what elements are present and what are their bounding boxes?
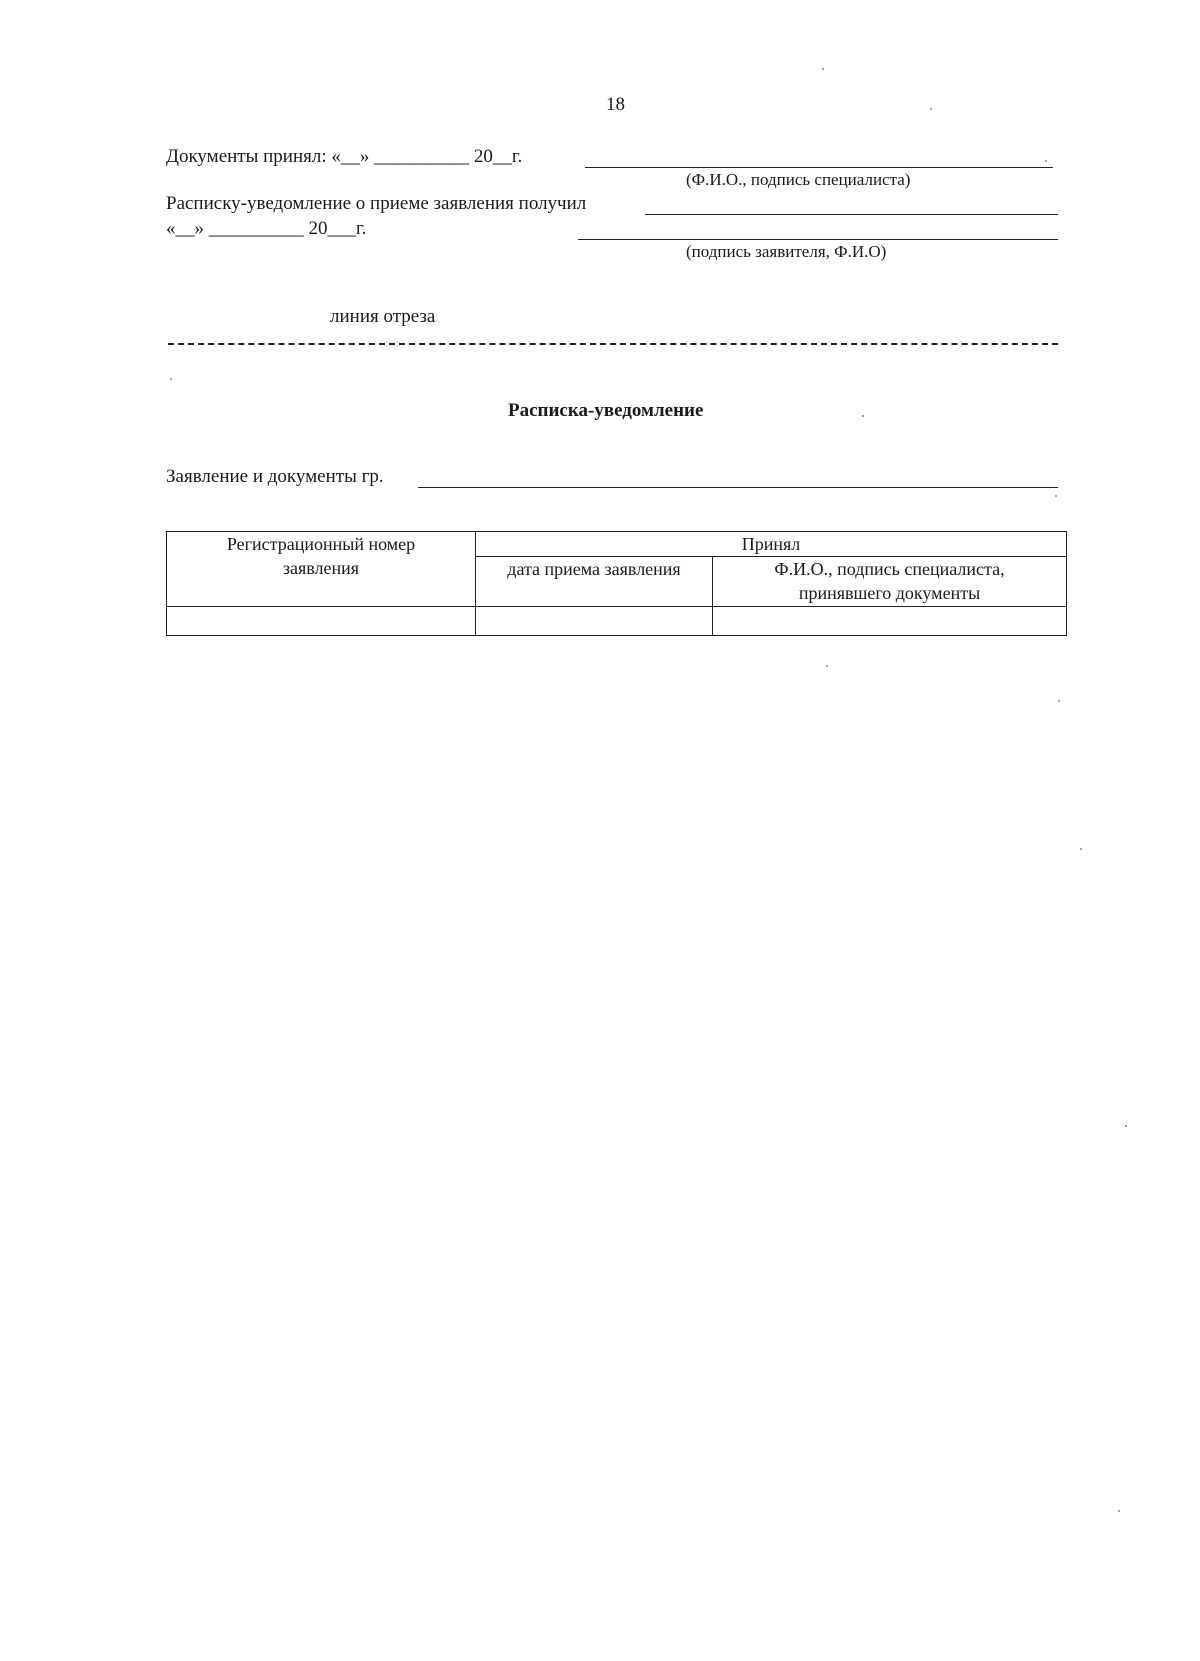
col-header-date: дата приема заявления [476, 557, 713, 607]
statement-name-line [418, 487, 1058, 488]
specialist-signature-line [585, 167, 1053, 168]
applicant-signature-line [578, 239, 1058, 240]
statement-label: Заявление и документы гр. [166, 466, 384, 487]
table-cell-registration-number [167, 607, 476, 636]
notice-date-line: «__» __________ 20___г. [166, 218, 367, 239]
scan-speck [862, 415, 864, 417]
scan-speck [1125, 1125, 1127, 1127]
registration-table [166, 531, 1067, 636]
page-number: 18 [606, 94, 625, 115]
applicant-name-line [645, 214, 1058, 215]
col-header-specialist: Ф.И.О., подпись специалиста, принявшего документы [713, 557, 1067, 607]
applicant-caption: (подпись заявителя, Ф.И.О) [686, 242, 887, 261]
scan-speck [1080, 848, 1082, 850]
col-header-registration-number: Регистрационный номер заявления [167, 532, 476, 607]
specialist-caption: (Ф.И.О., подпись специалиста) [686, 170, 911, 189]
table-row [167, 607, 1067, 636]
cut-line [168, 343, 1058, 345]
scan-speck [1118, 1510, 1120, 1512]
notice-received-label: Расписку-уведомление о приеме заявления получил [166, 193, 587, 214]
receipt-title: Расписка-уведомление [508, 400, 704, 421]
scan-speck [822, 68, 824, 70]
scan-speck [1045, 160, 1047, 162]
scan-speck [1055, 495, 1057, 497]
table-cell-date [476, 607, 713, 636]
scan-speck [170, 378, 172, 380]
scan-speck [1058, 700, 1060, 702]
scan-speck [826, 665, 828, 667]
docs-received-label: Документы принял: «__» __________ 20__г. [166, 146, 523, 167]
cut-line-label: линия отреза [330, 306, 436, 327]
scan-speck [930, 108, 932, 110]
group-header-accepted: Принял [476, 532, 1067, 557]
table-cell-specialist [713, 607, 1067, 636]
